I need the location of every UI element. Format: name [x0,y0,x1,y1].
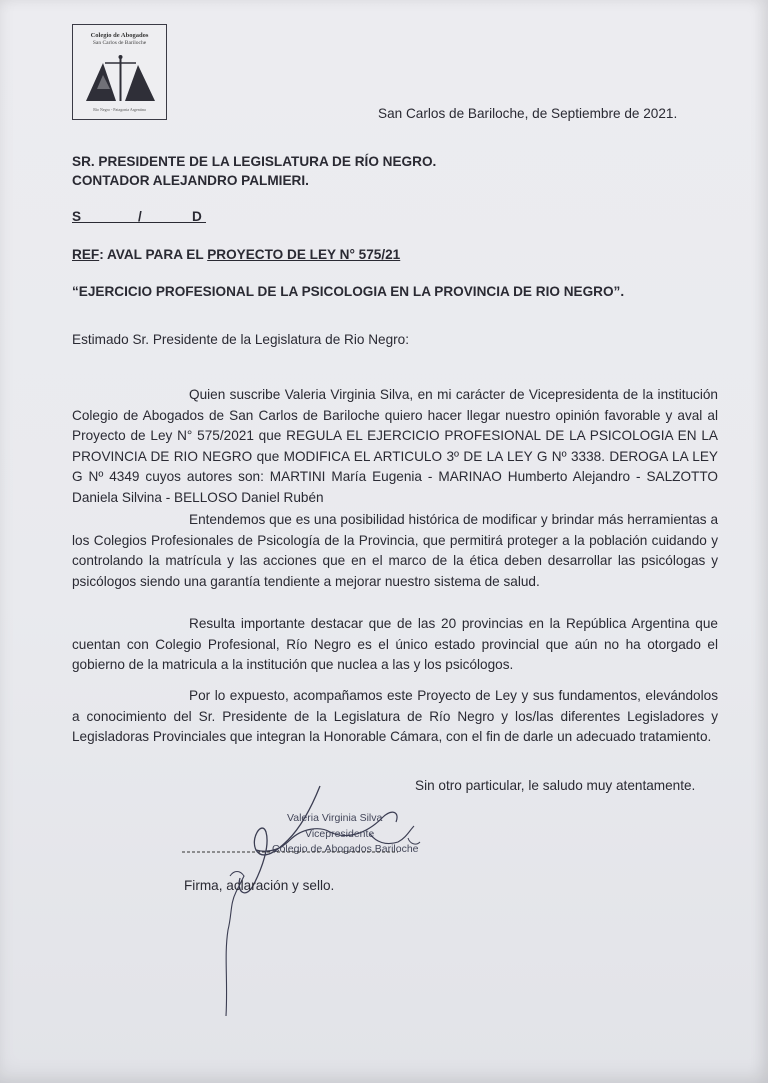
paragraph-4: Por lo expuesto, acompañamos este Proyecto de Ley y sus fundamentos, elevándolos a conocimiento del Sr. Presidente de la Legislatura de Río Negro y los/las diferentes Legisladores y Legisladoras Provinciales que integran la Honorable Cámara, con el fin de darle un adecuado tratamiento. [72,688,718,745]
stamp-name: Valeria Virginia Silva [287,812,383,824]
paragraph-3: Resulta importante destacar que de las 20 provincias en la República Argentina que cuentan con Colegio Profesional, Río Negro es el único estado provincial que aún no ha otorgado el gobierno de la matricula a la institución que nuclea a las y los psicólogos. [72,616,718,673]
letterhead-city: San Carlos de Bariloche [92,40,147,46]
paragraph-2: Entendemos que es una posibilidad histórica de modificar y brindar más herramientas a los Colegios Profesionales de Psicología de la Provincia, que permitirá proteger a la población cuidando y controlando la matrícula y las acciones que en el marco de la ética deben desarrollar las psicólogas y psicólogos siendo una garantía tendiente a mejorar nuestro sistema de salud. [72,512,718,589]
subject-line: “EJERCICIO PROFESIONAL DE LA PSICOLOGIA EN LA PROVINCIA DE RIO NEGRO”. [72,284,625,299]
paragraph-1: Quien suscribe Valeria Virginia Silva, en mi carácter de Vicepresidenta de la institución Colegio de Abogados de San Carlos de Bariloche quiero hacer llegar nuestro opinión favorable y aval al Proyecto de Ley N° 575/2021 que REGULA EL EJERCICIO PROFESIONAL DE LA PSICOLOGIA EN LA PROVINCIA DE RIO NEGRO que MODIFICA EL ARTICULO 3º DE LA LEY G Nº 3338. DEROGA LA LEY G Nº 4349 cuyos autores son: MARTINI María Eugenia - MARINAO Humberto Alejandro - SALZOTTO Daniela Silvina - BELLOSO Daniel Rubén [72,387,718,505]
sd-s: S [72,209,82,224]
addressee-line-1: SR. PRESIDENTE DE LA LEGISLATURA DE RÍO NEGRO. [72,154,437,169]
signature-mark [170,780,430,1020]
stamp-role: Vicepresidente [305,828,375,840]
sd-d: D [192,209,202,224]
letterhead-footer: Río Negro - Patagonia Argentina [93,107,146,112]
stamp-institution: Colegio de Abogados Bariloche [272,843,419,855]
letterhead-logo [72,24,167,120]
addressee-line-2: CONTADOR ALEJANDRO PALMIERI. [72,173,309,188]
place-date: San Carlos de Bariloche, de Septiembre de 2021. [378,106,678,121]
sd-slash: / [138,209,142,224]
closing: Sin otro particular, le saludo muy atentamente. [415,778,696,793]
signature-caption: Firma, aclaración y sello. [184,878,335,893]
ref-label: REF [72,247,100,262]
ref-prefix: : AVAL PARA EL [99,247,208,262]
scales-of-justice-icon [83,53,158,103]
letterhead-name: Colegio de Abogados [90,32,149,39]
ref-project: PROYECTO DE LEY N° 575/21 [207,247,401,262]
reference-line [72,245,400,265]
salutation: Estimado Sr. Presidente de la Legislatura de Rio Negro: [72,332,410,347]
